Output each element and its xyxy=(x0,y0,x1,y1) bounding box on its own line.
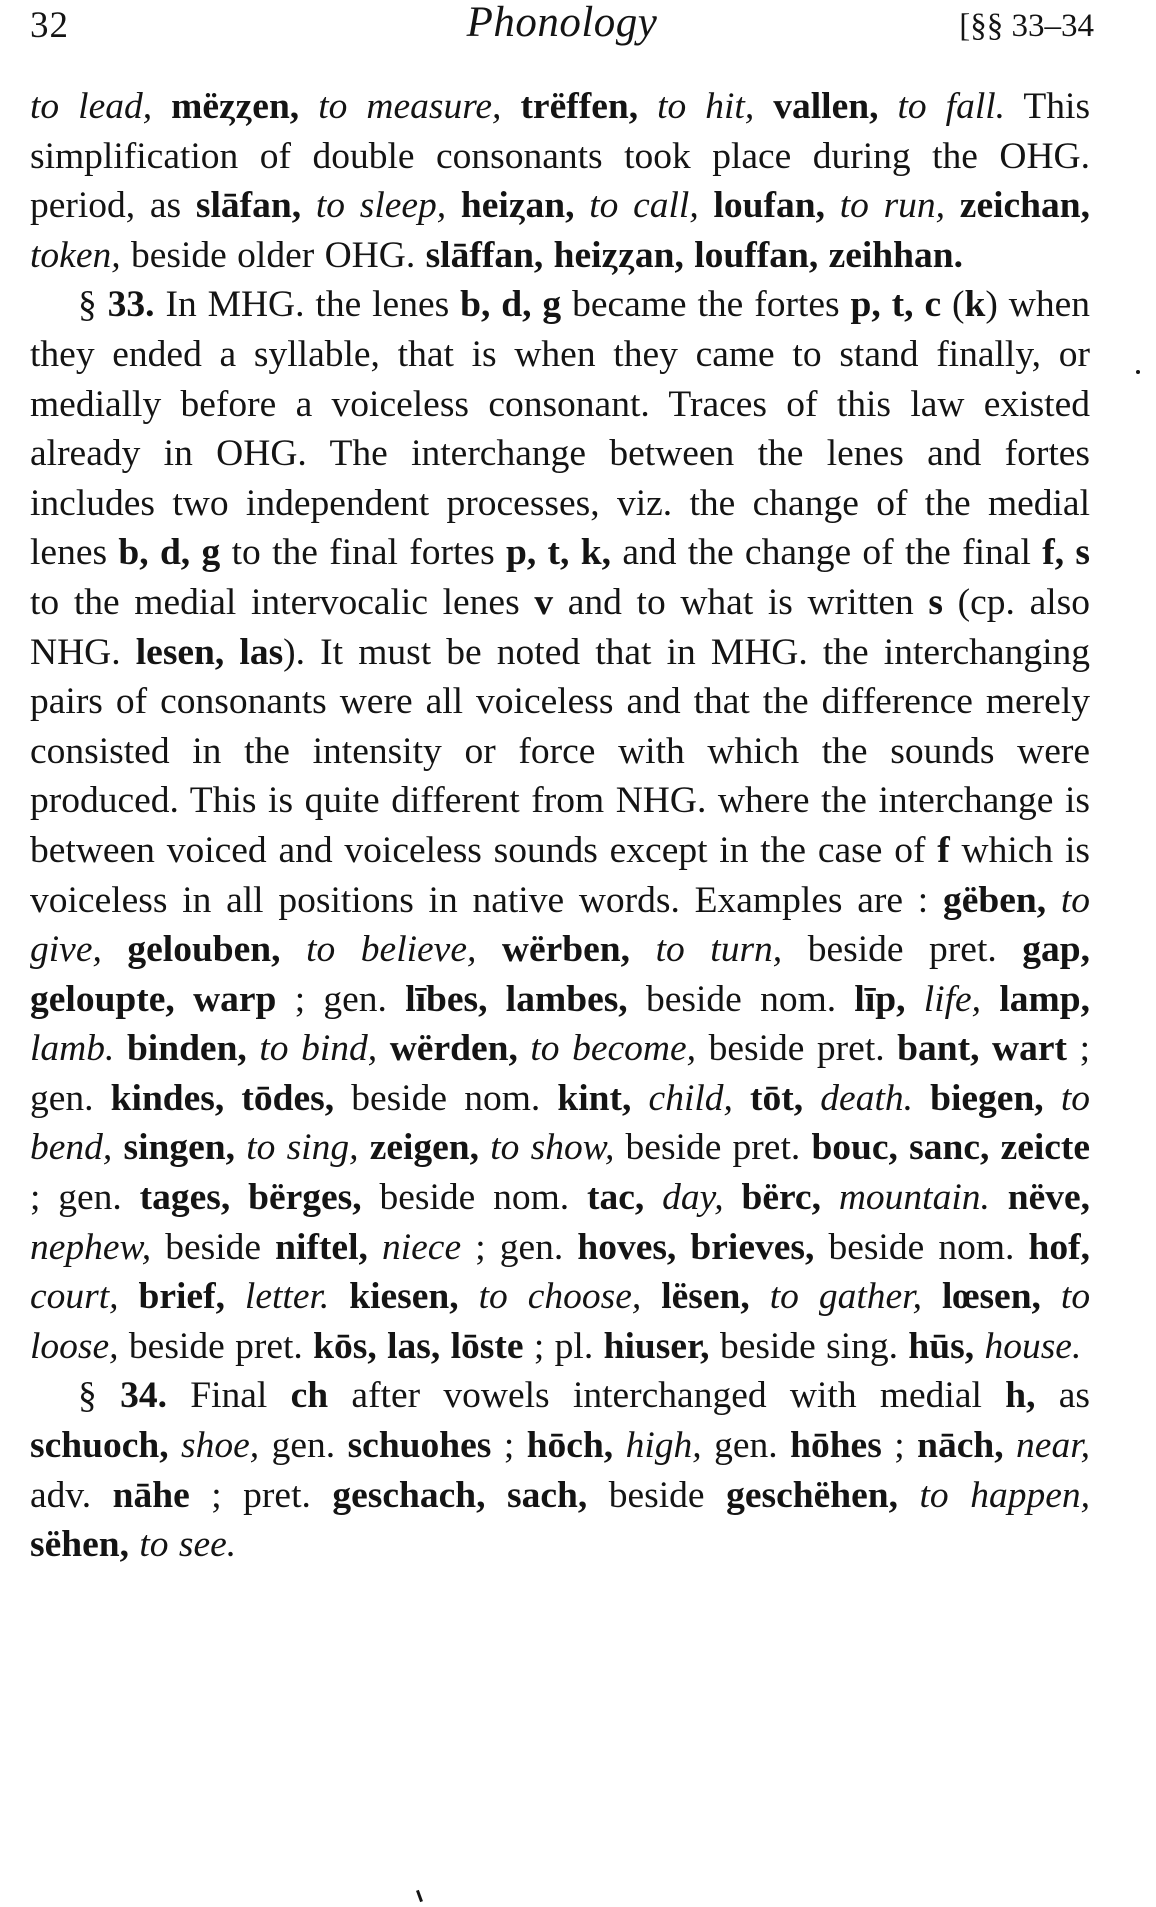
headword: lësen, xyxy=(661,1276,750,1318)
text-run xyxy=(630,929,656,970)
gloss: to fall. xyxy=(897,86,1006,127)
text-run xyxy=(990,1177,1008,1218)
headword: b, d, g xyxy=(118,532,221,574)
text-run: ; pret. xyxy=(189,1474,333,1516)
headword: vallen, xyxy=(773,86,879,127)
gloss: to choose, xyxy=(478,1276,642,1318)
text-run: and the change of the final xyxy=(610,532,1043,574)
gloss: to run, xyxy=(839,185,946,227)
text-run: ; xyxy=(881,1425,918,1467)
text-run: beside xyxy=(587,1474,727,1516)
text-run xyxy=(299,86,318,127)
text-run xyxy=(1044,1078,1061,1119)
text-run: ) when they ended a syllable, that is when they came to stand finally, or medially before a voiceless consonant. Traces of this law existed already in OHG. The interchange between the lenes and fortes includes two independent processes, viz. the change of the medial lenes xyxy=(30,284,1090,574)
text-run xyxy=(641,1276,661,1317)
text-run xyxy=(945,185,960,226)
text-run xyxy=(446,185,461,226)
headword: h, xyxy=(1005,1375,1036,1417)
text-run: gen. xyxy=(259,1425,348,1467)
headword: 33. xyxy=(107,284,155,326)
text-run xyxy=(368,1227,382,1268)
text-run: beside pret. xyxy=(782,929,1023,971)
text-run: ). It must be noted that in MHG. the interchanging pairs of consonants were all voiceless and that the difference merely consisted in the intensity or force with which the sounds were produced. This is quite different from NHG. where the interchange is between voiced and voiceless sounds except in the case of xyxy=(30,631,1090,871)
text-run: beside sing. xyxy=(709,1325,909,1367)
headword: geschëhen, xyxy=(726,1474,898,1516)
gloss: to turn, xyxy=(655,929,783,971)
text-run: ; xyxy=(491,1425,527,1467)
text-run: ( xyxy=(941,284,965,326)
headword: nëve, xyxy=(1007,1177,1091,1219)
text-run xyxy=(898,1475,920,1516)
text-run: beside pret. xyxy=(696,1028,898,1070)
headword: schuoch, xyxy=(30,1425,169,1467)
text-run: § xyxy=(78,1375,121,1417)
headword: sëhen, xyxy=(30,1524,129,1566)
text-run xyxy=(459,1276,479,1317)
text-run xyxy=(476,929,502,970)
text-run xyxy=(905,979,923,1020)
gloss: life, xyxy=(923,978,982,1020)
body-text xyxy=(30,82,1090,1570)
text-run xyxy=(281,929,307,970)
headword: 34. xyxy=(120,1375,167,1417)
text-run xyxy=(1004,1425,1016,1466)
headword: lībes, lambes, xyxy=(405,978,628,1020)
text-run xyxy=(1041,1276,1061,1317)
headword: gëben, xyxy=(942,879,1047,921)
gloss: to sleep, xyxy=(315,185,447,227)
headword: tac, xyxy=(587,1177,645,1219)
paragraph-section-34 xyxy=(30,1371,1090,1569)
text-run xyxy=(112,1127,123,1168)
headword: tōt, xyxy=(750,1077,804,1119)
text-run xyxy=(803,1078,820,1119)
headword: ch xyxy=(290,1375,329,1417)
gloss: to measure, xyxy=(318,86,502,127)
text-run: ; gen. xyxy=(30,1177,140,1219)
headword: s xyxy=(928,581,944,623)
headword: zeigen, xyxy=(369,1127,480,1169)
gloss: to gather, xyxy=(769,1276,922,1318)
text-run xyxy=(821,1177,839,1218)
paragraph-continuation xyxy=(30,82,1090,280)
text-run xyxy=(119,1276,139,1317)
text-run: beside nom. xyxy=(814,1226,1029,1268)
bottom-speck xyxy=(416,1890,423,1902)
headword: hōch, xyxy=(526,1425,614,1467)
text-run: beside pret. xyxy=(118,1325,314,1367)
gloss: to give, xyxy=(30,879,1090,971)
gloss: death. xyxy=(820,1077,913,1119)
headword: wërben, xyxy=(501,929,631,971)
text-run xyxy=(922,1276,942,1317)
text-run: (cp. also NHG. xyxy=(30,581,1090,673)
text-run xyxy=(724,1177,742,1218)
text-run xyxy=(377,1028,390,1069)
headword: bant, wart xyxy=(897,1028,1068,1070)
text-run xyxy=(1046,880,1061,921)
text-run xyxy=(247,1028,260,1069)
gloss: to bind, xyxy=(259,1028,378,1070)
headword: bërc, xyxy=(741,1177,821,1219)
headword: hoves, brieves, xyxy=(577,1226,815,1268)
gloss: day, xyxy=(662,1177,724,1219)
text-run: after vowels interchanged with medial xyxy=(328,1375,1006,1417)
text-run: beside older OHG. xyxy=(120,234,426,276)
text-run: Final xyxy=(166,1375,291,1417)
text-run: ; gen. xyxy=(461,1226,578,1268)
text-run: and to what is written xyxy=(553,581,929,623)
gloss: niece xyxy=(381,1226,462,1268)
text-run: gen. xyxy=(701,1425,791,1467)
gloss: to show, xyxy=(490,1127,615,1169)
gloss: to bend, xyxy=(30,1077,1090,1169)
headword: kint, xyxy=(557,1077,632,1119)
headword: p, t, k, xyxy=(506,532,611,574)
gloss: to believe, xyxy=(306,929,477,971)
gloss: to lead, xyxy=(30,86,153,127)
text-run xyxy=(501,86,520,127)
headword: wërden, xyxy=(389,1028,518,1070)
headword: f xyxy=(937,829,950,871)
text-run xyxy=(102,929,128,970)
gloss: to see. xyxy=(139,1524,237,1566)
headword: mëȥȥen, xyxy=(171,86,300,127)
headword: gap, geloupte, warp xyxy=(30,929,1091,1020)
running-title: Phonology xyxy=(466,0,658,46)
text-run xyxy=(754,86,773,127)
text-run xyxy=(913,1078,930,1119)
headword: p, t, c xyxy=(850,284,942,326)
text-run xyxy=(114,1028,127,1069)
headword: bouc, sanc, zeicte xyxy=(811,1127,1091,1169)
text-run xyxy=(225,1276,245,1317)
gloss: to hit, xyxy=(657,86,755,127)
headword: brief, xyxy=(138,1276,225,1318)
gloss: near, xyxy=(1016,1425,1091,1467)
gloss: to loose, xyxy=(30,1276,1091,1367)
headword: lesen, las xyxy=(135,631,284,673)
text-run: beside pret. xyxy=(614,1127,812,1169)
text-run: In MHG. the lenes xyxy=(154,284,461,326)
text-run xyxy=(699,185,714,226)
text-run: § xyxy=(78,284,108,326)
headword: zeichan, xyxy=(959,185,1090,227)
gloss: to happen, xyxy=(919,1474,1090,1516)
text-run: to the medial intervocalic lenes xyxy=(30,581,535,623)
text-run xyxy=(518,1028,531,1069)
text-run xyxy=(981,979,999,1020)
text-run xyxy=(638,86,657,127)
headword: heiȥan, xyxy=(460,185,575,227)
gloss: house. xyxy=(984,1325,1082,1367)
headword: gelouben, xyxy=(127,929,281,971)
gloss: letter. xyxy=(244,1276,330,1318)
headword: hōhes xyxy=(790,1425,882,1467)
text-run xyxy=(644,1177,662,1218)
text-run: adv. xyxy=(30,1474,113,1516)
headword: kōs, las, lōste xyxy=(313,1325,524,1367)
gloss: child, xyxy=(648,1077,733,1119)
text-run: beside nom. xyxy=(334,1077,558,1119)
headword: niftel, xyxy=(275,1226,368,1268)
headword: v xyxy=(534,581,554,623)
gloss: nephew, xyxy=(30,1226,152,1268)
text-run: became the fortes xyxy=(561,284,851,326)
headword: tages, bërges, xyxy=(139,1177,362,1219)
gloss: shoe, xyxy=(181,1425,260,1467)
text-run xyxy=(825,185,840,226)
gloss: to call, xyxy=(589,185,699,227)
headword: trëffen, xyxy=(520,86,639,127)
text-run: beside xyxy=(151,1226,276,1268)
gloss: token, xyxy=(30,234,121,276)
text-run: beside nom. xyxy=(627,978,855,1020)
text-run: This simplification of double consonants took place during the OHG. period, as xyxy=(30,86,1091,227)
text-run xyxy=(974,1326,984,1367)
text-run xyxy=(129,1524,139,1565)
gloss: mountain. xyxy=(838,1177,990,1219)
headword: binden, xyxy=(126,1028,247,1070)
headword: slāfan, xyxy=(195,185,302,227)
text-run xyxy=(479,1127,490,1168)
headword: geschach, sach, xyxy=(332,1474,588,1516)
text-run xyxy=(169,1425,181,1466)
text-run: ; gen. xyxy=(276,978,406,1020)
text-run: ; gen. xyxy=(30,1028,1091,1119)
headword: kindes, tōdes, xyxy=(110,1077,335,1119)
margin-speck xyxy=(1136,370,1140,374)
text-run xyxy=(235,1127,246,1168)
text-run xyxy=(613,1425,625,1466)
section-range: [§§ 33–34 xyxy=(959,8,1094,44)
page-number: 32 xyxy=(30,5,69,46)
headword: hūs, xyxy=(908,1325,975,1367)
text-run xyxy=(750,1276,770,1317)
gloss: to become, xyxy=(530,1028,697,1070)
headword: loufan, xyxy=(713,185,825,227)
text-run xyxy=(878,86,897,127)
text-run xyxy=(329,1276,349,1317)
headword: nāch, xyxy=(917,1425,1004,1467)
text-run: ; pl. xyxy=(523,1325,604,1367)
headword: schuohes xyxy=(347,1425,492,1467)
gloss: court, xyxy=(30,1276,119,1318)
gloss: high, xyxy=(625,1425,702,1467)
text-run xyxy=(631,1078,648,1119)
headword: hof, xyxy=(1028,1226,1090,1268)
text-run xyxy=(574,185,589,226)
headword: lœsen, xyxy=(941,1276,1041,1318)
text-run: as xyxy=(1035,1375,1090,1417)
text-run xyxy=(152,86,171,127)
headword: hiuser, xyxy=(603,1325,710,1367)
text-run: beside nom. xyxy=(361,1177,588,1219)
gloss: to sing, xyxy=(246,1127,359,1169)
headword: slāffan, heiȥȥan, louffan, zeihhan. xyxy=(425,234,963,276)
text-run xyxy=(358,1127,369,1168)
headword: biegen, xyxy=(930,1077,1044,1119)
text-run: which is voiceless in all positions in native words. Examples are : xyxy=(30,829,1090,921)
text-run xyxy=(301,185,316,226)
headword: b, d, g xyxy=(460,284,562,326)
headword: singen, xyxy=(123,1127,235,1169)
headword: lamp, xyxy=(999,978,1090,1020)
text-run xyxy=(733,1078,750,1119)
headword: nāhe xyxy=(112,1474,190,1516)
paragraph-section-33 xyxy=(30,280,1090,1371)
headword: kiesen, xyxy=(349,1276,459,1318)
headword: k xyxy=(964,284,986,326)
text-run: to the final fortes xyxy=(220,532,506,574)
running-head xyxy=(30,0,1094,70)
headword: līp, xyxy=(854,978,906,1020)
headword: f, s xyxy=(1042,532,1090,574)
gloss: lamb. xyxy=(30,1028,115,1070)
